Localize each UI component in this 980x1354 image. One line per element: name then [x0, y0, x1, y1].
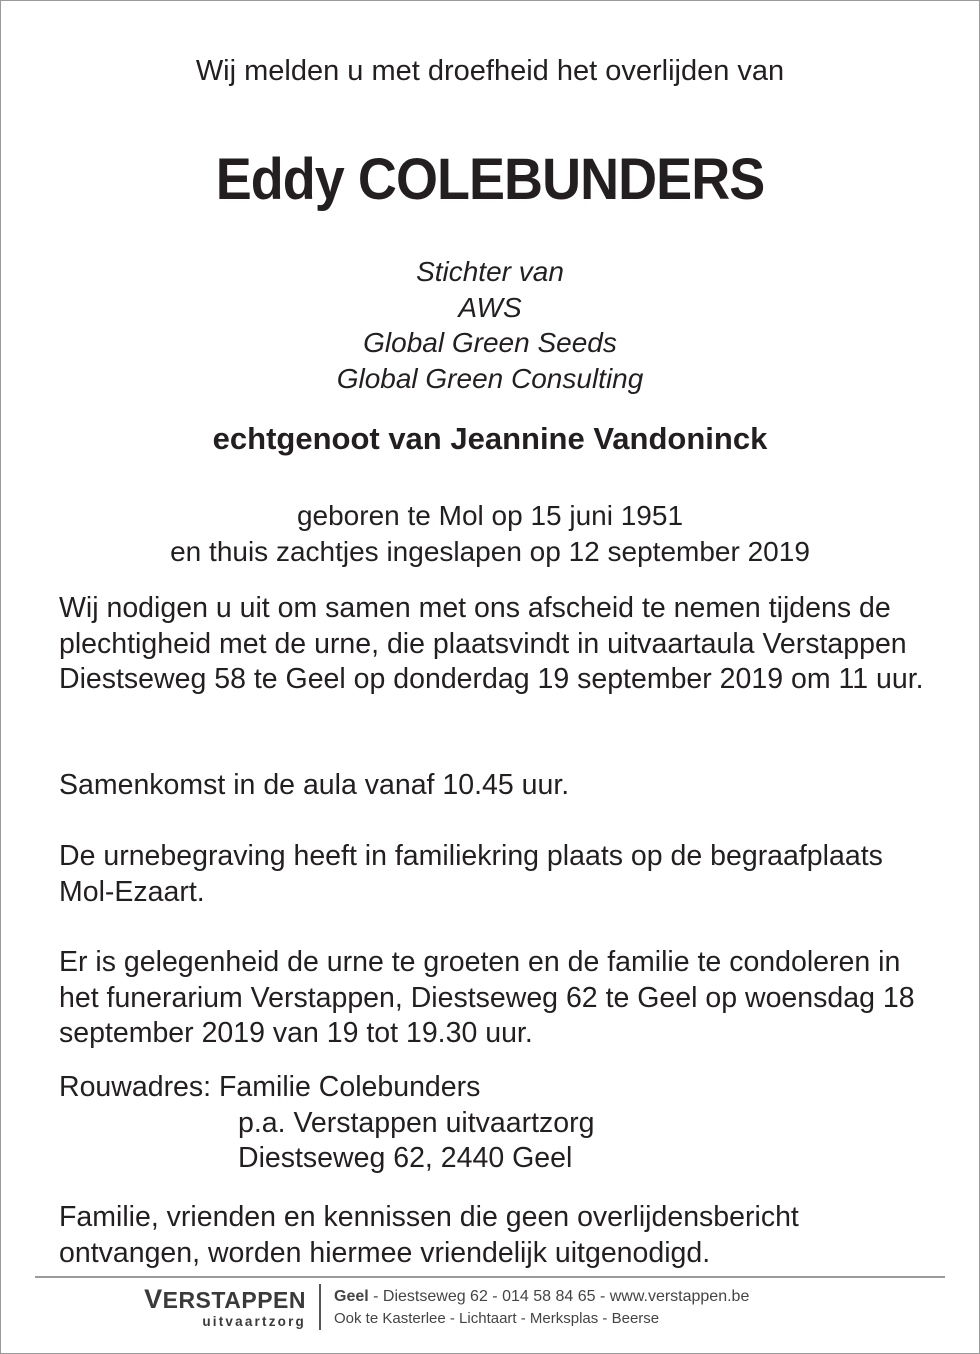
address-label: Rouwadres: — [59, 1071, 219, 1103]
footer-divider — [35, 1276, 945, 1278]
role-line: Global Green Consulting — [336, 362, 644, 394]
logo-subtitle: uitvaartzorg — [202, 1314, 306, 1329]
role-line: AWS — [458, 291, 522, 323]
mourning-address — [59, 1070, 939, 1177]
death-line: en thuis zachtjes ingeslapen op 12 september 2019 — [170, 535, 810, 567]
life-dates — [0, 498, 980, 569]
condolence-info: Er is gelegenheid de urne te groeten en de familie te condoleren in het funerarium Verstappen, Diestseweg 62 te Geel op woensdag 18 september 2019 van 19 tot 19.30 uur. — [59, 946, 915, 1049]
ceremony-invitation: Wij nodigen u uit om samen met ons afscheid te nemen tijdens de plechtigheid met de urne, die plaatsvindt in uitvaartaula Verstappen Diestseweg 58 te Geel op donderdag 19 september 2019 om 11 uur. — [59, 592, 924, 695]
closing-note: Familie, vrienden en kennissen die geen overlijdensbericht ontvangen, worden hiermee vriendelijk uitgenodigd. — [59, 1201, 799, 1269]
address-line: Familie Colebunders — [219, 1071, 481, 1103]
logo-rest: ERSTAPPEN — [162, 1287, 306, 1313]
footer-contact-details: - Diestseweg 62 - 014 58 84 65 - www.verstappen.be — [368, 1288, 750, 1305]
role-line: Global Green Seeds — [363, 327, 617, 358]
address-line: p.a. Verstappen uitvaartzorg — [238, 1106, 595, 1139]
birth-line: geboren te Mol op 15 juni 1951 — [296, 500, 684, 531]
role-line: Stichter van — [416, 256, 564, 287]
spouse-line: echtgenoot van Jeannine Vandoninck — [212, 421, 768, 456]
logo-wordmark — [120, 1282, 306, 1317]
logo-initial: V — [144, 1284, 163, 1314]
roles-list — [0, 254, 980, 396]
footer-city: Geel — [334, 1288, 369, 1305]
logo-separator — [319, 1284, 321, 1330]
verstappen-logo — [120, 1282, 306, 1332]
footer-contact — [334, 1287, 749, 1307]
intro-line: Wij melden u met droefheid het overlijden van — [195, 55, 785, 87]
gathering-time: Samenkomst in de aula vanaf 10.45 uur. — [59, 769, 570, 801]
deceased-name: Eddy COLEBUNDERS — [215, 147, 765, 212]
burial-info: De urnebegraving heeft in familiekring plaats op de begraafplaats Mol-Ezaart. — [59, 840, 883, 908]
address-first-row — [59, 1070, 939, 1106]
address-line: Diestseweg 62, 2440 Geel — [238, 1142, 573, 1174]
footer-branches: Ook te Kasterlee - Lichtaart - Merksplas - Beerse — [334, 1310, 660, 1327]
